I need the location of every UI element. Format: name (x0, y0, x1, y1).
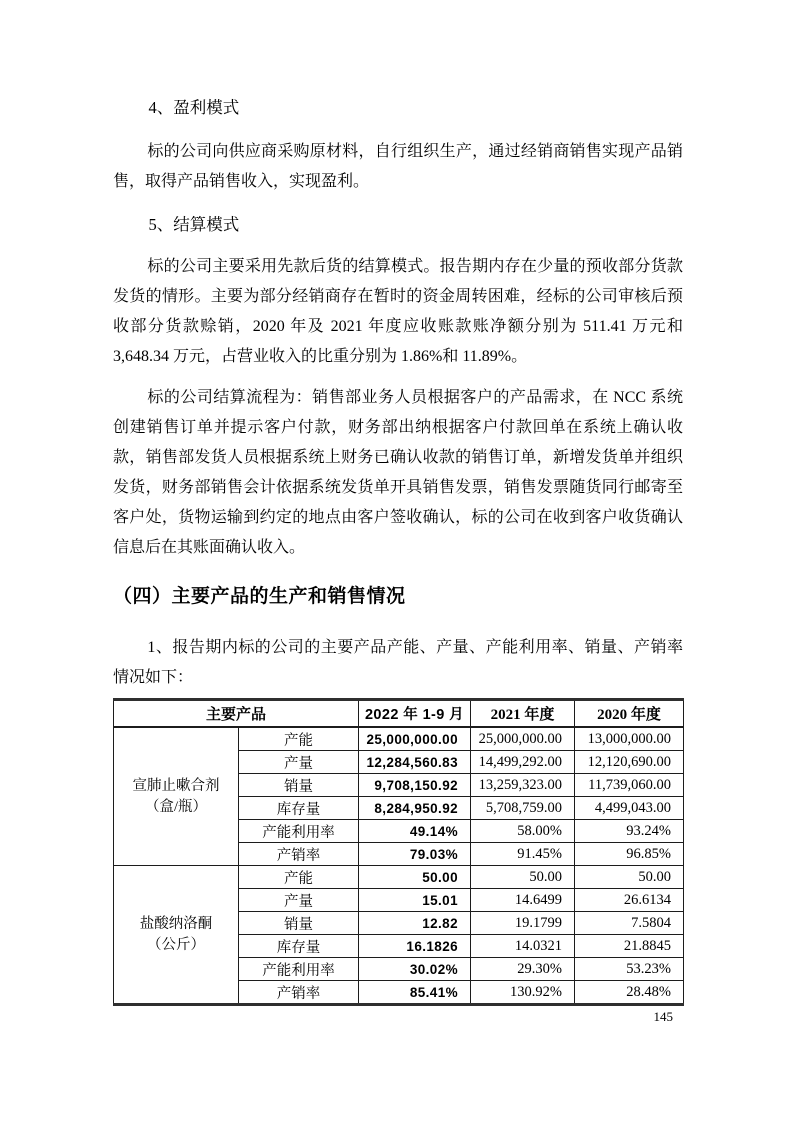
value-2022: 49.14% (359, 820, 471, 843)
value-2020: 53.23% (575, 958, 684, 981)
value-2021: 91.45% (471, 843, 575, 866)
value-2022: 79.03% (359, 843, 471, 866)
column-header-2020: 2020 年度 (575, 700, 684, 728)
value-2021: 25,000,000.00 (471, 727, 575, 751)
metric-label: 库存量 (239, 935, 359, 958)
value-2020: 12,120,690.00 (575, 751, 684, 774)
section-four-title: （四）主要产品的生产和销售情况 (113, 586, 406, 607)
value-2022: 12.82 (359, 912, 471, 935)
value-2020: 11,739,060.00 (575, 774, 684, 797)
production-sales-table (113, 698, 684, 1006)
value-2021: 19.1799 (471, 912, 575, 935)
section-5-heading: 5、结算模式 (148, 215, 240, 234)
value-2021: 14,499,292.00 (471, 751, 575, 774)
value-2021: 14.6499 (471, 889, 575, 912)
table-row (114, 866, 684, 889)
product-unit: （公斤） (147, 936, 205, 953)
value-2022: 12,284,560.83 (359, 751, 471, 774)
metric-label: 销量 (239, 912, 359, 935)
value-2022: 15.01 (359, 889, 471, 912)
value-2020: 13,000,000.00 (575, 727, 684, 751)
metric-label: 产量 (239, 751, 359, 774)
value-2021: 29.30% (471, 958, 575, 981)
metric-label: 产销率 (239, 981, 359, 1005)
product-name-cell (114, 727, 239, 866)
value-2021: 13,259,323.00 (471, 774, 575, 797)
value-2021: 50.00 (471, 866, 575, 889)
page-content (113, 93, 683, 1025)
table-intro-paragraph: 1、报告期内标的公司的主要产品产能、产量、产能利用率、销量、产销率情况如下： (113, 639, 683, 686)
value-2022: 9,708,150.92 (359, 774, 471, 797)
value-2020: 28.48% (575, 981, 684, 1005)
value-2020: 21.8845 (575, 935, 684, 958)
paragraph-profit-model: 标的公司向供应商采购原材料，自行组织生产，通过经销商销售实现产品销售，取得产品销售收入，实现盈利。 (113, 143, 683, 190)
table-row (114, 727, 684, 751)
column-header-2021: 2021 年度 (471, 700, 575, 728)
value-2021: 130.92% (471, 981, 575, 1005)
product-name: 宣肺止嗽合剂 (132, 777, 220, 794)
page-number: 145 (653, 1009, 673, 1024)
section-4-heading: 4、盈利模式 (148, 98, 240, 117)
metric-label: 销量 (239, 774, 359, 797)
metric-label: 产销率 (239, 843, 359, 866)
value-2020: 96.85% (575, 843, 684, 866)
value-2020: 26.6134 (575, 889, 684, 912)
value-2021: 14.0321 (471, 935, 575, 958)
paragraph-settlement-model: 标的公司主要采用先款后货的结算模式。报告期内存在少量的预收部分货款发货的情形。主要为部分经销商存在暂时的资金周转困难，经标的公司审核后预收部分货款赊销，2020 年及 2021 年度应收账款账净额分别为 511.41 万元和3,648.34 万元，占营业收入的比重分别为 1.86%和 11.89%。 (113, 258, 683, 365)
column-header-product: 主要产品 (114, 700, 359, 728)
metric-label: 产量 (239, 889, 359, 912)
column-header-2022: 2022 年 1-9 月 (359, 700, 471, 728)
metric-label: 产能利用率 (239, 820, 359, 843)
product-name-cell (114, 866, 239, 1005)
value-2022: 85.41% (359, 981, 471, 1005)
value-2020: 50.00 (575, 866, 684, 889)
value-2022: 50.00 (359, 866, 471, 889)
value-2021: 58.00% (471, 820, 575, 843)
value-2020: 4,499,043.00 (575, 797, 684, 820)
value-2022: 30.02% (359, 958, 471, 981)
value-2022: 25,000,000.00 (359, 727, 471, 751)
value-2020: 93.24% (575, 820, 684, 843)
metric-label: 产能利用率 (239, 958, 359, 981)
value-2022: 8,284,950.92 (359, 797, 471, 820)
product-unit: （盒/瓶） (144, 798, 208, 815)
paragraph-settlement-process: 标的公司结算流程为：销售部业务人员根据客户的产品需求，在 NCC 系统创建销售订单并提示客户付款，财务部出纳根据客户付款回单在系统上确认收款，销售部发货人员根据系统上财务已确认收款的销售订单，新增发货单并组织发货，财务部销售会计依据系统发货单开具销售发票，销售发票随货同行邮寄至客户处，货物运输到约定的地点由客户签收确认，标的公司在收到客户收货确认信息后在其账面确认收入。 (113, 389, 683, 556)
metric-label: 产能 (239, 866, 359, 889)
product-name: 盐酸纳洛酮 (139, 915, 213, 932)
value-2020: 7.5804 (575, 912, 684, 935)
value-2022: 16.1826 (359, 935, 471, 958)
value-2021: 5,708,759.00 (471, 797, 575, 820)
metric-label: 库存量 (239, 797, 359, 820)
table-header-row (114, 700, 684, 728)
metric-label: 产能 (239, 727, 359, 751)
